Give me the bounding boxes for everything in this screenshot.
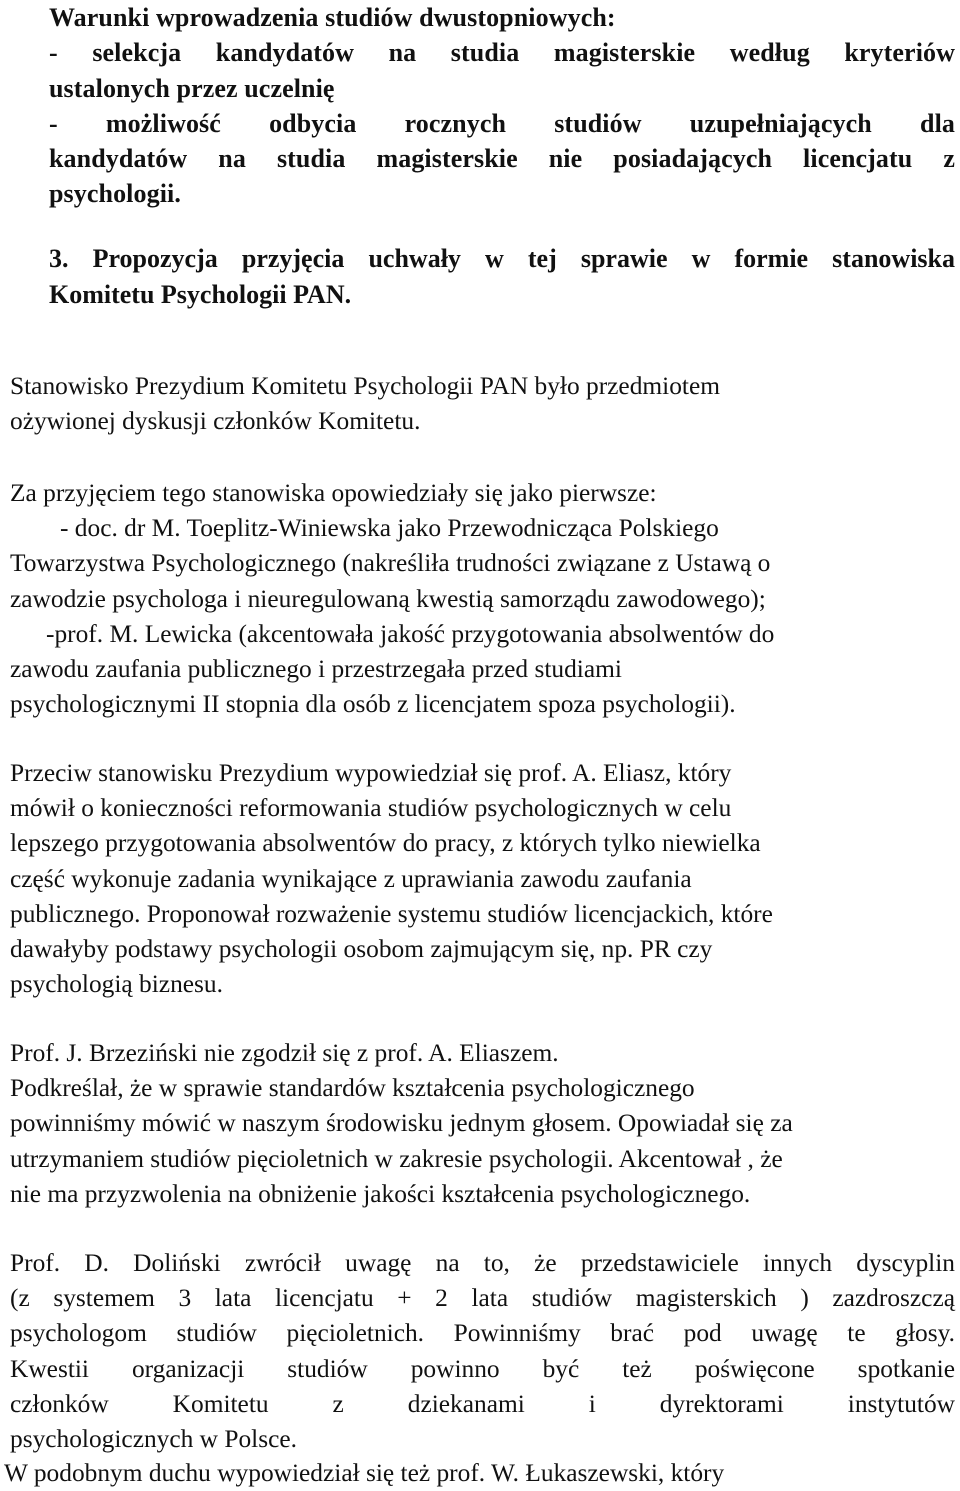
paragraph-4: [10, 1036, 955, 1212]
conditions-section: [49, 0, 955, 212]
paragraph-6: [4, 1456, 949, 1491]
paragraph-5: [10, 1246, 955, 1457]
item-3: [49, 241, 955, 312]
paragraph-2-line-4: zawodzie psychologa i nieuregulowaną kwestią samorządu zawodowego);: [10, 584, 766, 613]
paragraph-2: [10, 476, 955, 722]
paragraph-3-line-5: publicznego. Proponował rozważenie systemu studiów licencjackich, które: [10, 899, 773, 928]
paragraph-4-line-4: utrzymaniem studiów pięcioletnich w zakresie psychologii. Akcentował , że: [10, 1144, 783, 1173]
paragraph-3-line-6: dawałyby podstawy psychologii osobom zajmującym się, np. PR czy: [10, 935, 713, 964]
paragraph-2-line-6: zawodu zaufania publicznego i przestrzegała przed studiami: [10, 655, 622, 684]
paragraph-5-line-4: Kwestii organizacji studiów powinno być też poświęcone spotkanie: [10, 1354, 955, 1383]
condition-item-1-line-1: - selekcja kandydatów na studia magisterskie według kryteriów: [49, 38, 955, 68]
paragraph-5-line-3: psychologom studiów pięcioletnich. Powinniśmy brać pod uwagę te głosy.: [10, 1319, 955, 1348]
paragraph-1-line-1: Stanowisko Prezydium Komitetu Psychologii PAN było przedmiotem: [10, 372, 720, 400]
paragraph-4-line-3: powinniśmy mówić w naszym środowisku jednym głosem. Opowiadał się za: [10, 1109, 793, 1138]
item-3-text: Propozycja przyjęcia uchwały w tej sprawie w formie stanowiska: [92, 244, 956, 273]
condition-item-2-line-3: psychologii.: [49, 179, 181, 209]
paragraph-3-line-2: mówił o konieczności reformowania studiów psychologicznych w celu: [10, 794, 732, 823]
paragraph-1-line-2: ożywionej dyskusji członków Komitetu.: [10, 407, 421, 436]
paragraph-2-line-2: - doc. dr M. Toeplitz-Winiewska jako Przewodnicząca Polskiego: [60, 514, 719, 543]
paragraph-4-line-2: Podkreślał, że w sprawie standardów kształcenia psychologicznego: [10, 1074, 695, 1103]
paragraph-2-line-1: Za przyjęciem tego stanowiska opowiedziały się jako pierwsze:: [10, 479, 657, 507]
paragraph-5-line-2: (z systemem 3 lata licencjatu + 2 lata studiów magisterskich ) zazdroszczą: [10, 1284, 955, 1313]
paragraph-5-line-6: psychologicznych w Polsce.: [10, 1425, 297, 1454]
paragraph-4-line-1: Prof. J. Brzeziński nie zgodził się z prof. A. Eliaszem.: [10, 1039, 559, 1067]
paragraph-4-line-5: nie ma przyzwolenia na obniżenie jakości kształcenia psychologicznego.: [10, 1179, 751, 1208]
condition-item-2-line-2: kandydatów na studia magisterskie nie posiadających licencjatu z: [49, 144, 955, 174]
paragraph-2-line-3: Towarzystwa Psychologicznego (nakreśliła trudności związane z Ustawą o: [10, 549, 771, 578]
paragraph-5-line-1: Prof. D. Doliński zwrócił uwagę na to, że przedstawiciele innych dyscyplin: [10, 1249, 955, 1277]
paragraph-3-line-7: psychologią biznesu.: [10, 970, 223, 999]
item-3-line-2: Komitetu Psychologii PAN.: [49, 279, 352, 309]
paragraph-2-line-7: psychologicznymi II stopnia dla osób z licencjatem spoza psychologii).: [10, 690, 736, 719]
paragraph-3: [10, 756, 955, 1002]
paragraph-5-line-5: członków Komitetu z dziekanami i dyrektorami instytutów: [10, 1389, 955, 1418]
paragraph-2-line-5: -prof. M. Lewicka (akcentowała jakość przygotowania absolwentów do: [46, 619, 775, 648]
item-3-number: 3.: [49, 244, 69, 273]
paragraph-1: [10, 369, 955, 439]
paragraph-6-line-1: W podobnym duchu wypowiedział się też prof. W. Łukaszewski, który: [4, 1459, 725, 1487]
item-3-line-1: [49, 241, 955, 277]
condition-item-1-line-2: ustalonych przez uczelnię: [49, 73, 335, 103]
paragraph-3-line-3: lepszego przygotowania absolwentów do pracy, z których tylko niewielka: [10, 829, 761, 858]
condition-item-2-line-1: - możliwość odbycia rocznych studiów uzupełniających dla: [49, 108, 955, 138]
paragraph-3-line-1: Przeciw stanowisku Prezydium wypowiedział się prof. A. Eliasz, który: [10, 759, 732, 787]
paragraph-3-line-4: część wykonuje zadania wynikające z uprawiania zawodu zaufania: [10, 864, 692, 893]
conditions-heading: Warunki wprowadzenia studiów dwustopniowych:: [49, 3, 616, 32]
